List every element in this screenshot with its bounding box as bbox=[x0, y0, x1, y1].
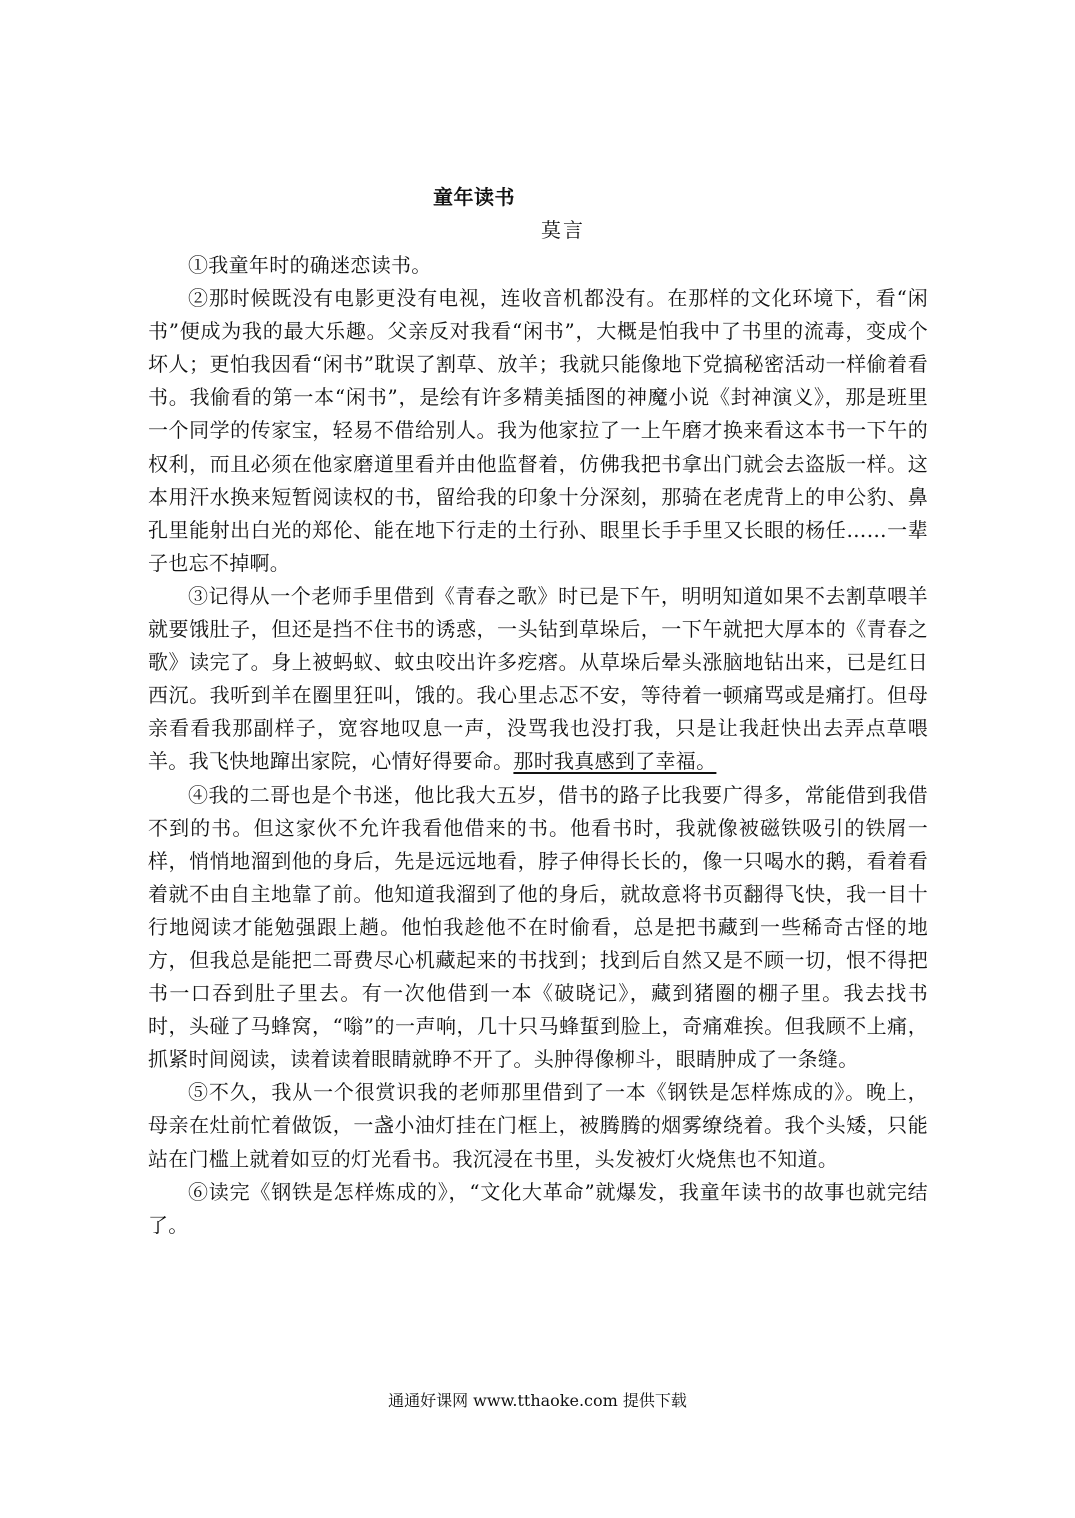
footer-credit: 通通好课网 www.tthaoke.com 提供下载 bbox=[388, 1391, 687, 1410]
paragraph-1: ①我童年时的确迷恋读书。 bbox=[188, 253, 432, 277]
underlined-sentence: 那时我真感到了幸福。 bbox=[513, 749, 717, 774]
document-title: 童年读书 bbox=[433, 185, 515, 209]
paragraph-3-text: ③记得从一个老师手里借到《青春之歌》时已是下午，明明知道如果不去割草喂羊就要饿肚子，但还是挡不住书的诱惑，一头钻到草垛后，一下午就把大厚本的《青春之歌》读完了。身上被蚂蚁、蚊虫咬出许多疙瘩。从草垛后晕头涨脑地钻出来，已是红日西沉。我听到羊在圈里狂叫，饿的。我心里忐忑不安，等待着一顿痛骂或是痛打。但母亲看看我那副样子，宽容地叹息一声，没骂我也没打我，只是让我赶快出去弄点草喂羊。我飞快地蹿出家院，心情好得要命。 bbox=[148, 583, 928, 774]
paragraph-3 bbox=[148, 580, 928, 779]
article-body bbox=[148, 249, 928, 1242]
paragraph-2: ②那时候既没有电影更没有电视，连收音机都没有。在那样的文化环境下，看“闲书”便成为我的最大乐趣。父亲反对我看“闲书”，大概是怕我中了书里的流毒，变成个坏人；更怕我因看“闲书”耽误了割草、放羊；我就只能像地下党搞秘密活动一样偷着看书。我偷看的第一本“闲书”，是绘有许多精美插图的神魔小说《封神演义》，那是班里一个同学的传家宝，轻易不借给别人。我为他家拉了一上午磨才换来看这本书一下午的权利，而且必须在他家磨道里看并由他监督着，仿佛我把书拿出门就会去盗版一样。这本用汗水换来短暂阅读权的书，留给我的印象十分深刻，那骑在老虎背上的申公豹、鼻孔里能射出白光的郑伦、能在地下行走的土行孙、眼里长手手里又长眼的杨任……一辈子也忘不掉啊。 bbox=[148, 286, 928, 575]
paragraph-6: ⑥读完《钢铁是怎样炼成的》，“文化大革命”就爆发，我童年读书的故事也就完结了。 bbox=[148, 1179, 928, 1237]
paragraph-5: ⑤不久，我从一个很赏识我的老师那里借到了一本《钢铁是怎样炼成的》。晚上，母亲在灶前忙着做饭，一盏小油灯挂在门框上，被腾腾的烟雾缭绕着。我个头矮，只能站在门槛上就着如豆的灯光看书。我沉浸在书里，头发被灯火烧焦也不知道。 bbox=[148, 1080, 928, 1171]
document-author: 莫言 bbox=[541, 218, 585, 242]
paragraph-4: ④我的二哥也是个书迷，他比我大五岁，借书的路子比我要广得多，常能借到我借不到的书。但这家伙不允许我看他借来的书。他看书时，我就像被磁铁吸引的铁屑一样，悄悄地溜到他的身后，先是远远地看，脖子伸得长长的，像一只喝水的鹅，看着看着就不由自主地靠了前。他知道我溜到了他的身后，就故意将书页翻得飞快，我一目十行地阅读才能勉强跟上趟。他怕我趁他不在时偷看，总是把书藏到一些稀奇古怪的地方，但我总是能把二哥费尽心机藏起来的书找到；找到后自然又是不顾一切，恨不得把书一口吞到肚子里去。有一次他借到一本《破晓记》，藏到猪圈的棚子里。我去找书时，头碰了马蜂窝，“嗡”的一声响，几十只马蜂蜇到脸上，奇痛难挨。但我顾不上痛，抓紧时间阅读，读着读着眼睛就睁不开了。头肿得像柳斗，眼睛肿成了一条缝。 bbox=[148, 782, 928, 1072]
